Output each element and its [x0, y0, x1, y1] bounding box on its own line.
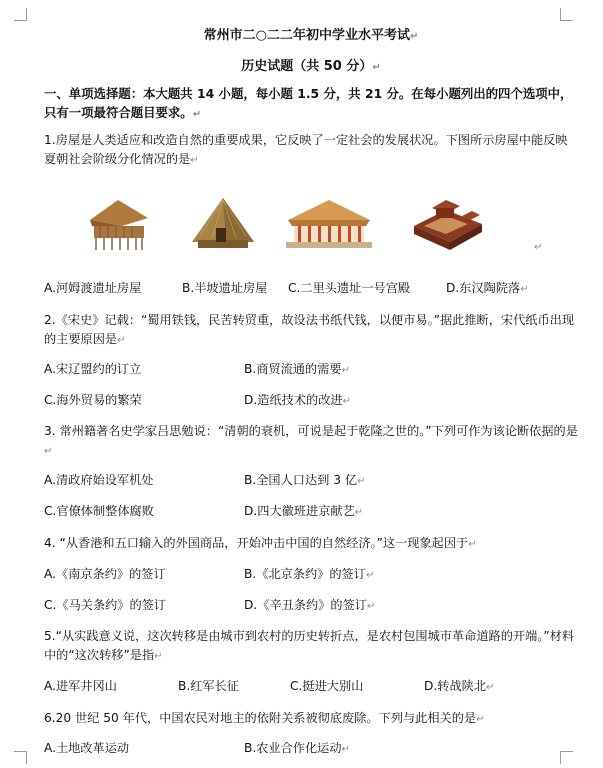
section-heading: 一、单项选择题：本大题共 14 小题，每小题 1.5 分，共 21 分。在每小题列出的四个选项中，只有一项最符合题目要求。↵: [44, 86, 573, 120]
q3-option-c[interactable]: C.官僚体制整体腐败: [44, 504, 154, 518]
subject-title: 历史试题（共 50 分）↵: [241, 59, 381, 74]
q1-option-b[interactable]: B.半坡遗址房屋: [182, 281, 268, 295]
q6-option-a[interactable]: A.土地改革运动: [44, 741, 130, 755]
eastern-han-pottery-courtyard-image: [406, 196, 490, 254]
q3-option-a[interactable]: A.清政府始设军机处: [44, 473, 154, 487]
question-5-stem: 5.“从实践意义说，这次转移是由城市到农村的历史转折点，是农村包围城市革命道路的开端。”材料中的“这次转移”是指↵: [44, 629, 575, 662]
corner-mark-bottom-right: [560, 751, 573, 764]
corner-mark-top-left: [14, 8, 27, 21]
q2-option-c[interactable]: C.海外贸易的繁荣: [44, 393, 142, 407]
exam-title: 常州市二○二二年初中学业水平考试↵: [203, 28, 419, 43]
hemudu-stilt-house-image: [82, 196, 156, 252]
question-1-stem: 1.房屋是人类适应和改造自然的重要成果，它反映了一定社会的发展状况。下图所示房屋中能反映夏朝社会阶级分化情况的是↵: [44, 133, 568, 166]
q5-option-a[interactable]: A.进军井冈山: [44, 679, 117, 693]
q3-option-d[interactable]: D.四大徽班进京献艺↵: [244, 504, 364, 518]
erlitou-palace-image: [282, 196, 376, 252]
q4-option-d[interactable]: D.《辛丑条约》的签订↵: [244, 598, 376, 612]
pics-paragraph-mark: ↵: [534, 242, 543, 253]
q1-option-a[interactable]: A.河姆渡遗址房屋: [44, 281, 142, 295]
question-3-stem: 3. 常州籍著名史学家吕思勉说：“清朝的衰机，可说是起于乾隆之世的。”下列可作为该论断依据的是↵: [44, 424, 578, 457]
q2-option-b[interactable]: B.商贸流通的需要↵: [244, 362, 350, 376]
corner-mark-top-right: [560, 8, 573, 21]
question-4-stem: 4. “从香港和五口输入的外国商品，开始冲击中国的自然经济。”这一现象起因于↵: [44, 536, 477, 550]
banpo-hut-image: [186, 196, 260, 254]
question-2-stem: 2.《宋史》记载：“蜀用铁钱，民苦转贸重，故设法书纸代钱，以便市易。”据此推断，宋代纸币出现的主要原因是↵: [44, 313, 575, 346]
q2-option-a[interactable]: A.宋辽盟约的订立: [44, 362, 142, 376]
q4-option-b[interactable]: B.《北京条约》的签订↵: [244, 567, 375, 581]
q1-option-d[interactable]: D.东汉陶院落↵: [446, 281, 529, 295]
corner-mark-bottom-left: [14, 751, 27, 764]
q5-option-d[interactable]: D.转战陕北↵: [424, 679, 495, 693]
q2-option-d[interactable]: D.造纸技术的改进↵: [244, 393, 351, 407]
q5-option-b[interactable]: B.红军长征: [178, 679, 239, 693]
q5-option-c[interactable]: C.挺进大别山: [290, 679, 364, 693]
q1-option-c[interactable]: C.二里头遗址一号宫殿: [288, 281, 411, 295]
q3-option-b[interactable]: B.全国人口达到 3 亿↵: [244, 473, 366, 487]
q6-option-b[interactable]: B.农业合作化运动↵: [244, 741, 350, 755]
q4-option-c[interactable]: C.《马关条约》的签订: [44, 598, 167, 612]
question-1-house-images: [82, 196, 543, 258]
question-6-stem: 6.20 世纪 50 年代，中国农民对地主的依附关系被彻底废除。下列与此相关的是↵: [44, 711, 485, 725]
q4-option-a[interactable]: A.《南京条约》的签订: [44, 567, 166, 581]
